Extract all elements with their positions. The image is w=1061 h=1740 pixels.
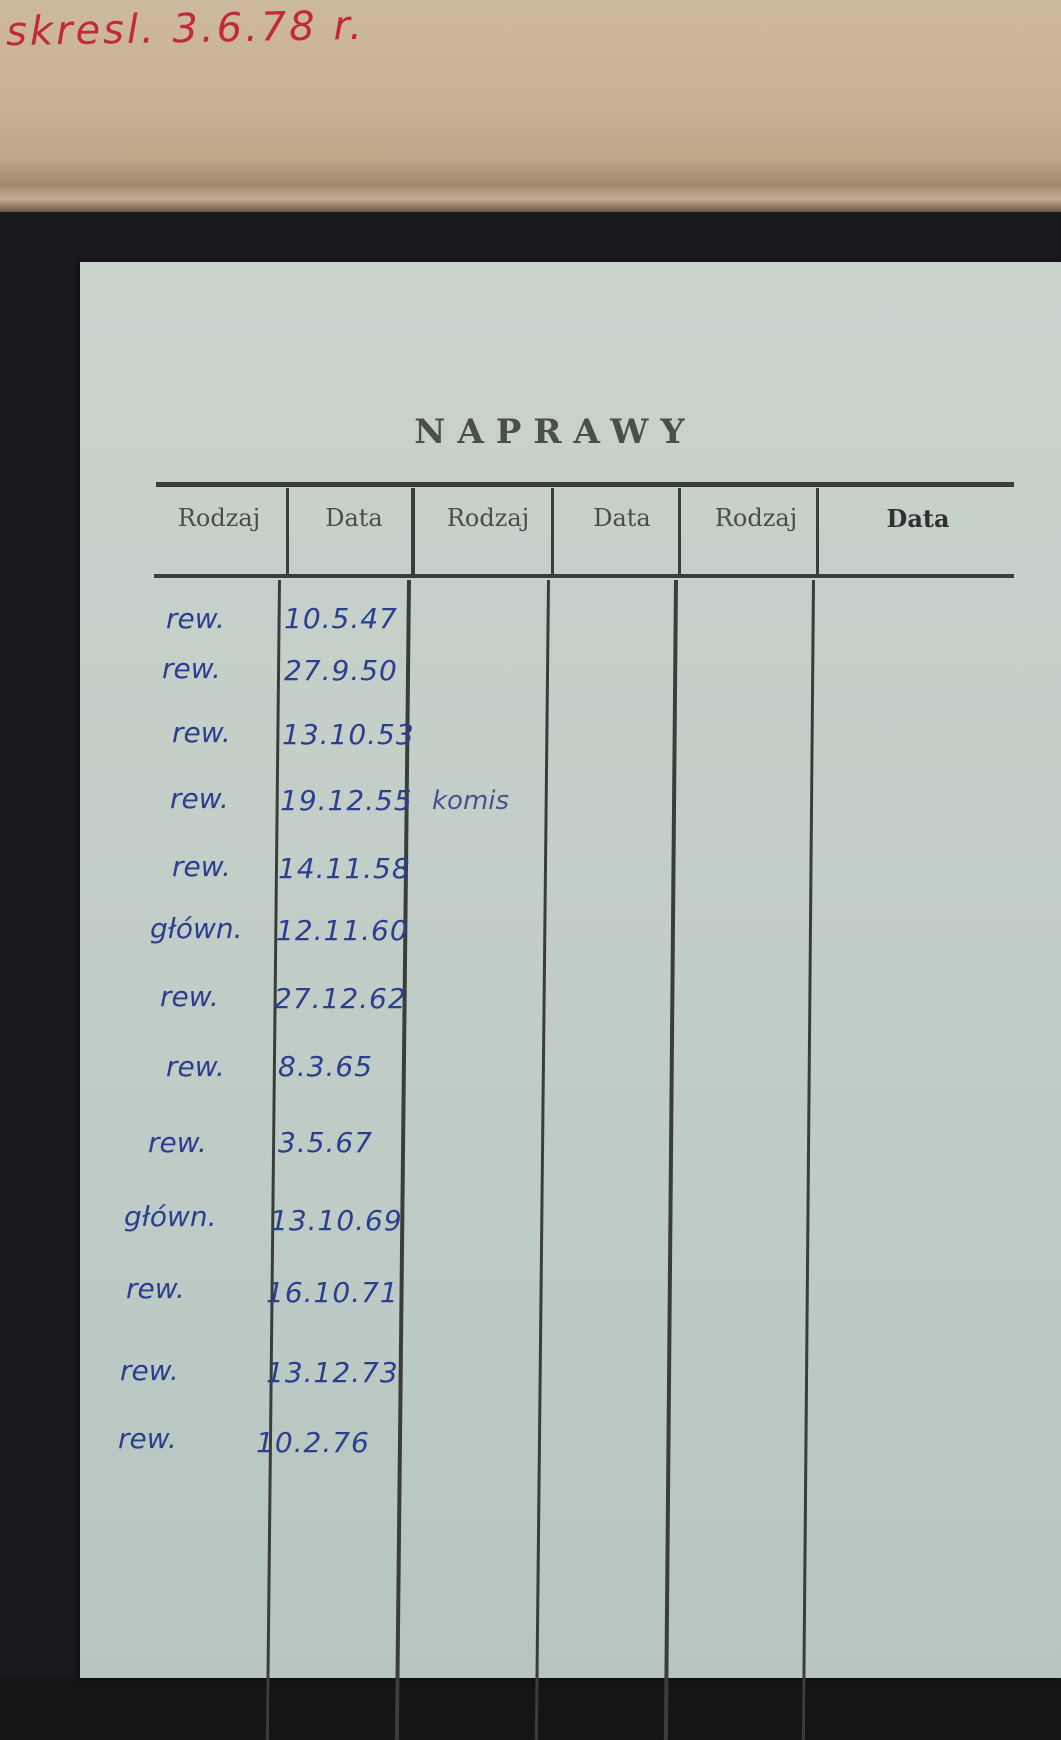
entry-date: 27.9.50 — [284, 654, 398, 687]
entry-date: 27.12.62 — [274, 982, 407, 1015]
entry-kind: rew. — [126, 1272, 185, 1305]
header-bottom-rule — [154, 574, 1014, 578]
entry-kind: rew. — [162, 652, 221, 685]
header-data-3: Data — [886, 504, 950, 533]
column-divider — [286, 488, 289, 574]
entry-date: 13.10.69 — [270, 1204, 403, 1237]
header-rodzaj-3: Rodzaj — [714, 504, 798, 532]
entry-kind: rew. — [166, 602, 225, 635]
header-top-rule — [156, 482, 1014, 487]
column-divider — [551, 488, 554, 574]
entry-date: 10.2.76 — [256, 1426, 370, 1459]
entry-kind: główn. — [124, 1200, 217, 1233]
entry-date: 3.5.67 — [278, 1126, 374, 1159]
card-title: NAPRAWY — [414, 412, 697, 452]
entry-date: 8.3.65 — [278, 1050, 374, 1083]
entry-date: 19.12.55 — [280, 784, 413, 817]
column-divider — [266, 580, 281, 1740]
entry-kind: rew. — [118, 1422, 177, 1455]
entry-date: 13.12.73 — [266, 1356, 399, 1389]
entry-kind: rew. — [166, 1050, 225, 1083]
entry-kind: rew. — [148, 1126, 207, 1159]
header-rodzaj-1: Rodzaj — [177, 504, 261, 532]
entry-date: 10.5.47 — [284, 602, 398, 635]
entry-kind: rew. — [120, 1354, 179, 1387]
column-divider — [678, 488, 681, 574]
entry-kind: rew. — [170, 782, 229, 815]
header-data-1: Data — [325, 504, 383, 532]
entry-kind: główn. — [150, 912, 243, 945]
entry-note: komis — [432, 786, 510, 816]
entry-date: 14.11.58 — [278, 852, 411, 885]
column-divider — [395, 580, 411, 1740]
column-divider — [802, 580, 815, 1740]
column-divider — [664, 580, 678, 1740]
column-divider — [411, 488, 415, 574]
entry-kind: rew. — [160, 980, 219, 1013]
entry-date: 13.10.53 — [282, 718, 415, 751]
cancellation-note: skresl. 3.6.78 r. — [5, 2, 366, 56]
folder-lip — [0, 186, 1061, 212]
header-data-2: Data — [593, 504, 651, 532]
column-divider — [816, 488, 819, 574]
header-rodzaj-2: Rodzaj — [446, 504, 530, 532]
entry-date: 12.11.60 — [276, 914, 409, 947]
column-divider — [535, 580, 550, 1740]
repairs-card — [80, 262, 1061, 1678]
entry-kind: rew. — [172, 850, 231, 883]
entry-date: 16.10.71 — [266, 1276, 399, 1309]
entry-kind: rew. — [172, 716, 231, 749]
folder-tab — [0, 0, 1061, 206]
